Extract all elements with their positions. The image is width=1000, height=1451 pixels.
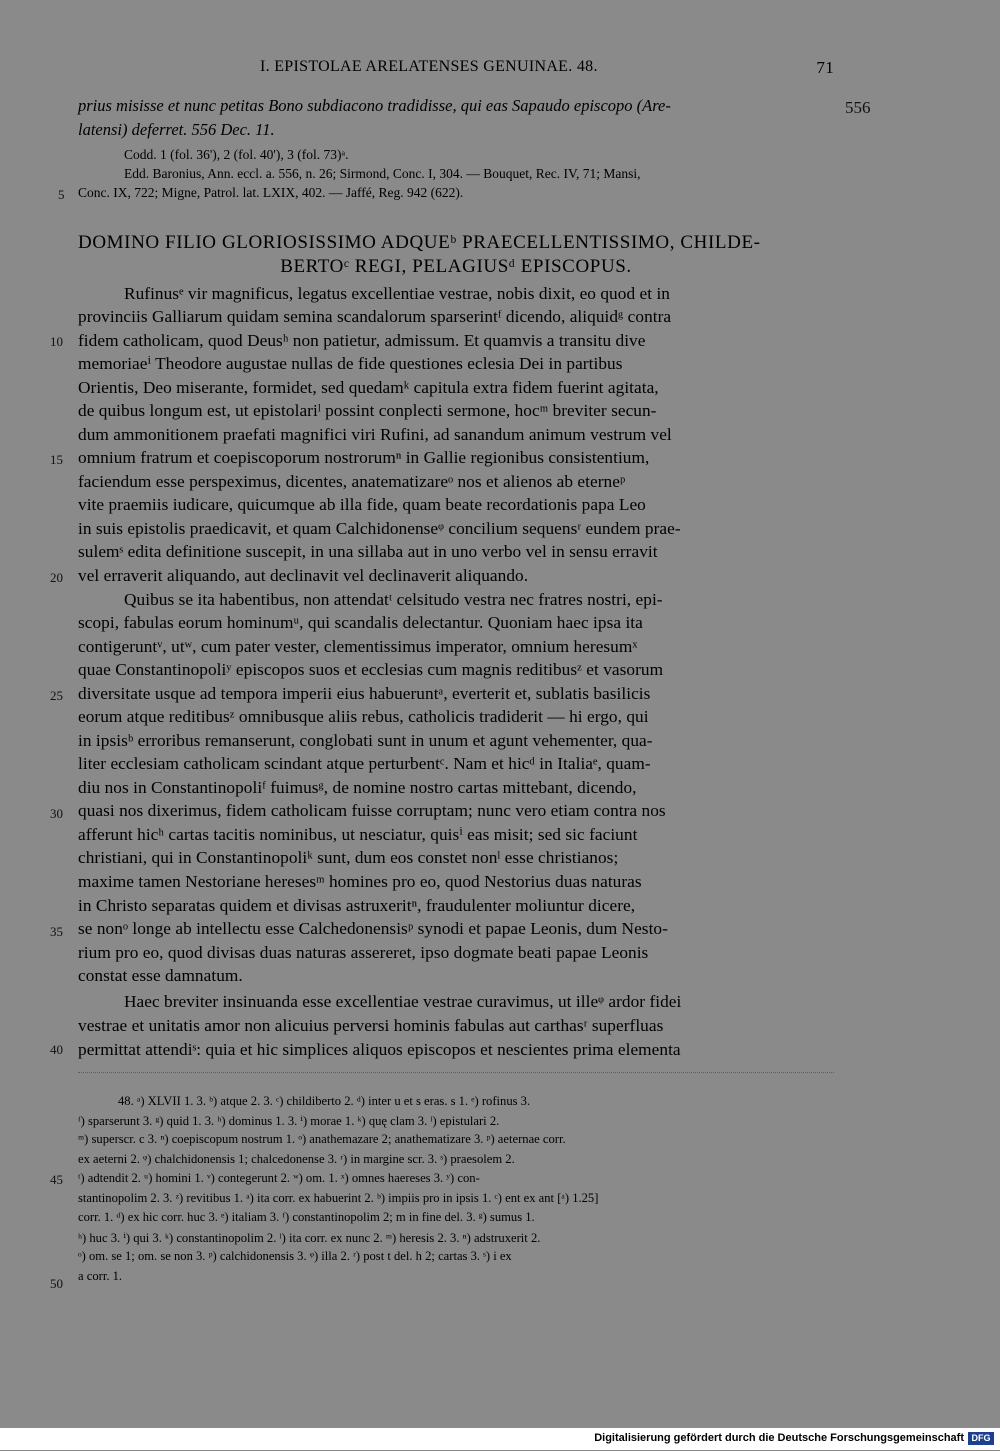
margin-line-number: 25 (50, 688, 63, 703)
intro-line: prius misisse et nunc petitas Bono subdiacono tradidisse, qui eas Sapaudo episcopo (Are- (78, 96, 671, 115)
margin-line-number: 20 (50, 570, 63, 585)
footnote-line: corr. 1. ᵈ) ex hic corr. huc 3. ᵉ) italiam 3. ᶠ) constantinopolim 2; m in fine del. 3. ᵍ) sumus 1. (78, 1210, 535, 1224)
body-line: quasi nos dixerimus, fidem catholicam fuisse corruptam; nunc vero etiam contra nos (78, 801, 666, 820)
body-line: afferunt hicʰ cartas tacitis nominibus, ut nesciatur, quisⁱ eas misit; sed sic faciunt (78, 825, 638, 844)
body-line: diu nos in Constantinopoliᶠ fuimusᵍ, de nomine nostro cartas mittebant, dicendo, (78, 778, 637, 797)
letter-heading: DOMINO FILIO GLORIOSISSIMO ADQUEᵇ PRAECELLENTISSIMO, CHILDE- (78, 232, 761, 253)
margin-year: 556 (845, 98, 871, 117)
body-line: provinciis Galliarum quidam semina scandalorum sparserintᶠ dicendo, aliquidᵍ contra (78, 307, 672, 326)
margin-line-number: 35 (50, 924, 63, 939)
body-line: christiani, qui in Constantinopoliᵏ sunt, dum eos constet nonˡ esse christianos; (78, 848, 619, 867)
body-line: liter ecclesiam catholicam scindant atque perturbentᶜ. Nam et hicᵈ in Italiaᵉ, quam- (78, 754, 651, 773)
body-line: se nonᵒ longe ab intellectu esse Calchedonensisᵖ synodi et papae Leonis, dum Nesto- (78, 919, 668, 938)
margin-line-number: 50 (50, 1276, 63, 1291)
body-line: Haec breviter insinuanda esse excellentiae vestrae curavimus, ut illeᵠ ardor fidei (124, 992, 682, 1011)
footnote-line: stantinopolim 2. 3. ᶻ) revitibus 1. ᵃ) ita corr. ex habuerint 2. ᵇ) impiis pro in ipsis 1. ᶜ) ent ex ant [ᵃ) 1.25] (78, 1191, 599, 1205)
body-line: memoriaeⁱ Theodore augustae nullas de fide questiones eclesia Dei in partibus (78, 354, 623, 373)
margin-line-number: 15 (50, 452, 63, 467)
body-line: omnium fratrum et coepiscoporum nostrorumⁿ in Gallie regionibus consistentium, (78, 448, 650, 467)
margin-line-number: 10 (50, 334, 63, 349)
body-line: permittat attendiˢ: quia et hic simplices aliquos episcopos et nescientes prima elementa (78, 1040, 681, 1059)
body-line: vite praemiis iudicare, quicumque ab illa fide, quam beate recordationis papa Leo (78, 495, 646, 514)
footnote-line: ʰ) huc 3. ⁱ) qui 3. ᵏ) constantinopolim 2. ˡ) ita corr. ex nunc 2. ᵐ) heresis 2. 3. ⁿ) adstruxerit 2. (78, 1231, 541, 1245)
running-header (78, 58, 834, 80)
body-line: rium pro eo, quod divisas duas naturas assereret, ipso dogmate beati papae Leonis (78, 943, 649, 962)
footnote-line: ex aeterni 2. ᵠ) chalchidonensis 1; chalcedonense 3. ʳ) in margine scr. 3. ˢ) praesolem 2. (78, 1152, 515, 1166)
footnote-line: ᵒ) om. se 1; om. se non 3. ᵖ) calchidonensis 3. ᵠ) illa 2. ʳ) post t del. h 2; cartas 3. ˢ) i ex (78, 1249, 512, 1263)
running-title: I. EPISTOLAE ARELATENSES GENUINAE. 48. (260, 58, 598, 75)
footnote-line: a corr. 1. (78, 1269, 123, 1283)
editions-line: Conc. IX, 722; Migne, Patrol. lat. LXIX, 402. — Jaffé, Reg. 942 (622). (78, 185, 464, 200)
footnote-line: 48. ᵃ) XLVII 1. 3. ᵇ) atque 2. 3. ᶜ) childiberto 2. ᵈ) inter u et s eras. s 1. ᵉ) rofinus 3. (118, 1094, 531, 1108)
footnote-line: ᵐ) superscr. c 3. ⁿ) coepiscopum nostrum 1. ᵒ) anathemazare 2; anathematizare 3. ᵖ) aeternae corr. (78, 1132, 566, 1146)
letter-heading: BERTOᶜ REGI, PELAGIUSᵈ EPISCOPUS. (280, 256, 632, 277)
body-line: maxime tamen Nestoriane heresesᵐ homines pro eo, quod Nestorius duas naturas (78, 872, 642, 891)
digitization-footer (0, 1428, 1000, 1450)
editions-line: Edd. Baronius, Ann. eccl. a. 556, n. 26; Sirmond, Conc. I, 304. — Bouquet, Rec. IV, 71; Mansi, (124, 166, 641, 181)
body-line: in Christo separatas quidem et divisas astruxeritⁿ, fraudulenter moliuntur dicere, (78, 896, 636, 915)
body-line: sulemˢ edita definitione suscepit, in una sillaba aut in uno verbo vel in sensu erravit (78, 542, 658, 561)
margin-line-number: 40 (50, 1042, 63, 1057)
footnote-line: ᵗ) adtendit 2. ᵘ) homini 1. ᵛ) contegerunt 2. ʷ) om. 1. ˣ) omnes haereses 3. ʸ) con- (78, 1171, 480, 1185)
margin-line-number: 45 (50, 1172, 63, 1187)
body-line: fidem catholicam, quod Deusʰ non patietur, admissum. Et quamvis a transitu dive (78, 331, 646, 350)
body-line: eorum atque reditibusᶻ omnibusque aliis rebus, catholicis tradiderit — hi ergo, qui (78, 707, 649, 726)
body-line: contigeruntᵛ, utʷ, cum pater vester, clementissimus imperator, omnium heresumˣ (78, 637, 638, 656)
intro-line: latensi) deferret. 556 Dec. 11. (78, 120, 275, 139)
margin-line-number: 30 (50, 806, 63, 821)
body-line: Quibus se ita habentibus, non attendatᵗ celsitudo vestra nec fratres nostri, epi- (124, 590, 663, 609)
body-line: in suis epistolis praedicavit, et quam Calchidonenseᵠ concilium sequensʳ eundem prae- (78, 519, 681, 538)
body-line: Orientis, Deo miserante, formidet, sed quedamᵏ capitula extra fidem fuerint agitata, (78, 378, 659, 397)
body-line: faciendum esse perspeximus, dicentes, anatematizareᵒ nos et alienos ab eterneᵖ (78, 472, 626, 491)
codices-line: Codd. 1 (fol. 36'), 2 (fol. 40'), 3 (fol. 73)ᵃ. (124, 147, 349, 162)
body-line: Rufinusᵉ vir magnificus, legatus excellentiae vestrae, nobis dixit, eo quod et in (124, 284, 670, 303)
body-line: de quibus longum est, ut epistolariˡ possint conplecti sermone, hocᵐ breviter secun- (78, 401, 657, 420)
body-line: quae Constantinopoliʸ episcopos suos et ecclesias cum magnis reditibusᶻ et vasorum (78, 660, 664, 679)
footnote-line: ᶠ) sparserunt 3. ᵍ) quid 1. 3. ʰ) dominus 1. 3. ⁱ) morae 1. ᵏ) quę clam 3. ˡ) epistulari 2. (78, 1114, 500, 1128)
body-line: dum ammonitionem praefati magnifici viri Rufini, ad sanandum animum vestrum vel (78, 425, 672, 444)
margin-line-number: 5 (58, 187, 65, 202)
funding-credit: Digitalisierung gefördert durch die Deutsche Forschungsgemeinschaft (594, 1432, 964, 1444)
dfg-logo: DFG (968, 1432, 994, 1445)
body-line: constat esse damnatum. (78, 966, 243, 985)
footnote-separator (78, 1066, 834, 1073)
body-line: diversitate usque ad tempora imperii eius habueruntᵃ, everterit et, sublatis basilicis (78, 684, 651, 703)
body-line: vestrae et unitatis amor non alicuius perversi hominis fabulas aut carthasʳ superfluas (78, 1016, 664, 1035)
page-number: 71 (816, 58, 834, 77)
body-line: in ipsisᵇ erroribus remanserunt, conglobati sunt in unum et agunt vehementer, qua- (78, 731, 653, 750)
body-line: scopi, fabulas eorum hominumᵘ, qui scandalis delectantur. Quoniam haec ipsa ita (78, 613, 643, 632)
body-line: vel erraverit aliquando, aut declinavit vel declinaverit aliquando. (78, 566, 529, 585)
